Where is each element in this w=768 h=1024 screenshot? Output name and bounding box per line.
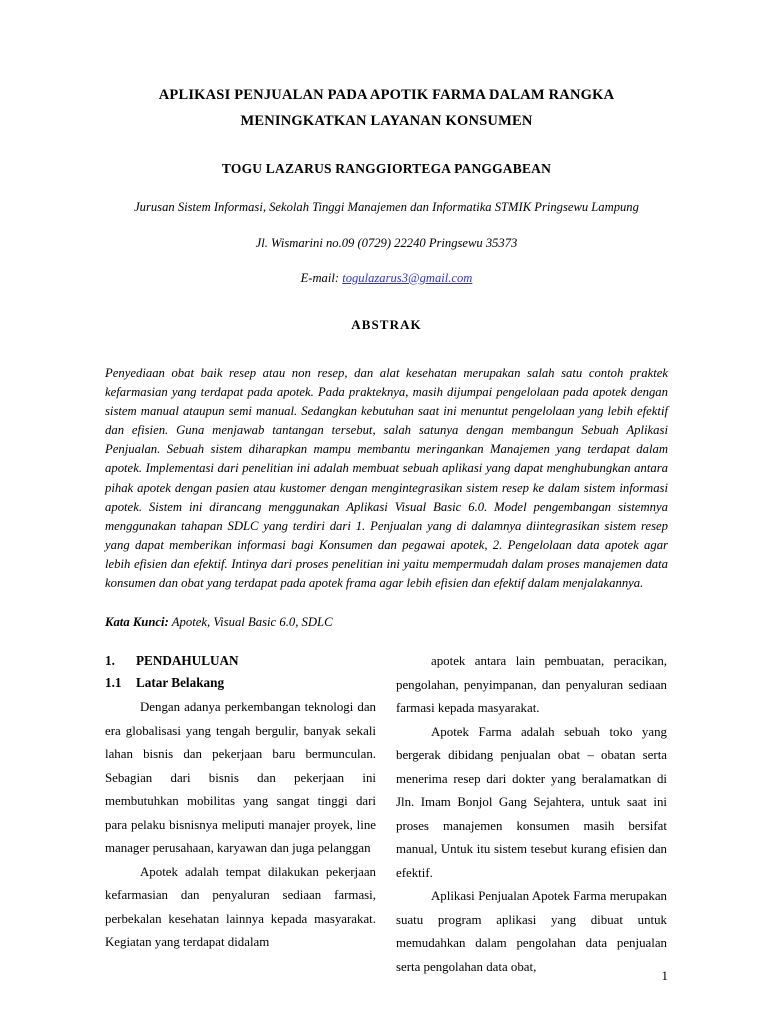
paragraph: Dengan adanya perkembangan teknologi dan era globalisasi yang tengah bergulir, banyak sekali lahan bisnis dan pekerjaan baru bermunculan. Sebagian dari bisnis dan pekerjaan ini membutuhkan mobilitas yang sangat tinggi dari para pelaku bisnisnya meliputi manajer proyek, line manager perusahaan, karyawan dan juga pelanggan [105, 700, 376, 856]
email-line [105, 269, 668, 287]
abstract-body: Penyediaan obat baik resep atau non resep, dan alat kesehatan merupakan salah satu contoh praktek kefarmasian yang terdapat pada apotek. Pada prakteknya, masih dijumpai pengelolaan pada apotek dengan sistem manual ataupun semi manual. Sedangkan kebutuhan saat ini menuntut pengelolaan yang lebih efektif dan efisien. Guna menjawab tantangan tersebut, salah satunya dengan membangun Sebuah Aplikasi Penjualan. Sebuah sistem diharapkan mampu membantu meringankan Manajemen yang terdapat dalam apotek. Implementasi dari penelitian ini adalah membuat sebuah aplikasi yang dapat menghubungkan antara pihak apotek dengan pasien atau kustomer dengan mengintegrasikan sistem resep ke dalam sistem informasi apotek. Sistem ini dirancang menggunakan Aplikasi Visual Basic 6.0. Model pengembangan sistemnya menggunakan tahapan SDLC yang terdiri dari 1. Penjualan yang di dalamnya diintegrasikan sistem resep yang dapat memberikan informasi bagi Konsumen dan pegawai apotek, 2. Pengelolaan data apotek agar lebih efisien dan efektif. Intinya dari proses penelitian ini yaitu mempermudah dalam proses manajemen data konsumen dan obat yang terdapat pada apotek frama agar lebih efisien dan efektif dalam menjalakannya. [105, 366, 668, 591]
left-column [105, 650, 376, 955]
title-line-1: APLIKASI PENJUALAN PADA APOTIK FARMA DALAM RANGKA [158, 87, 615, 103]
body-columns [105, 650, 668, 979]
subsection-heading-latar-belakang [105, 672, 376, 694]
keywords-line [105, 613, 668, 632]
paragraph: Apotek Farma adalah sebuah toko yang bergerak dibidang penjualan obat – obatan serta menerima resep dari dokter yang beralamatkan di Jln. Imam Bonjol Gang Sejahtera, untuk saat ini proses manajemen konsumen masih bersifat manual, Untuk itu sistem tesebut kurang efisien dan efektif. [396, 724, 667, 880]
section-heading-pendahuluan [105, 650, 376, 672]
page-number: 1 [661, 969, 668, 983]
title-block [105, 82, 668, 287]
paragraph: apotek antara lain pembuatan, peracikan, pengolahan, penyimpanan, dan penyaluran sediaan farmasi kepada masyarakat. [396, 654, 667, 716]
abstract-heading: ABSTRAK [351, 317, 422, 332]
keywords-value: Apotek, Visual Basic 6.0, SDLC [171, 615, 333, 630]
page-title [105, 82, 668, 134]
keywords-label: Kata Kunci: [105, 615, 169, 630]
paragraph: Apotek adalah tempat dilakukan pekerjaan kefarmasian dan penyaluran sediaan farmasi, perbekalan kesehatan lainnya kepada masyarakat. Kegiatan yang terdapat didalam [105, 864, 376, 950]
title-line-2: MENINGKATKAN LAYANAN KONSUMEN [240, 113, 533, 129]
author-affiliation: Jurusan Sistem Informasi, Sekolah Tinggi Manajemen dan Informatika STMIK Pringsewu Lampung [134, 200, 639, 214]
subsection-number: 1.1 [105, 675, 122, 691]
right-column [396, 650, 667, 979]
section-number: 1. [105, 653, 115, 669]
email-label: E-mail: [300, 271, 340, 285]
section-title: PENDAHULUAN [136, 653, 239, 669]
author-address: Jl. Wismarini no.09 (0729) 22240 Pringsewu 35373 [255, 236, 518, 250]
email-link[interactable]: togulazarus3@gmail.com [342, 271, 473, 285]
paragraph: Aplikasi Penjualan Apotek Farma merupakan suatu program aplikasi yang dibuat untuk memudahkan dalam pengolahan data penjualan serta pengolahan data obat, [396, 889, 667, 974]
subsection-title: Latar Belakang [136, 675, 225, 691]
author-name: TOGU LAZARUS RANGGIORTEGA PANGGABEAN [221, 161, 552, 176]
